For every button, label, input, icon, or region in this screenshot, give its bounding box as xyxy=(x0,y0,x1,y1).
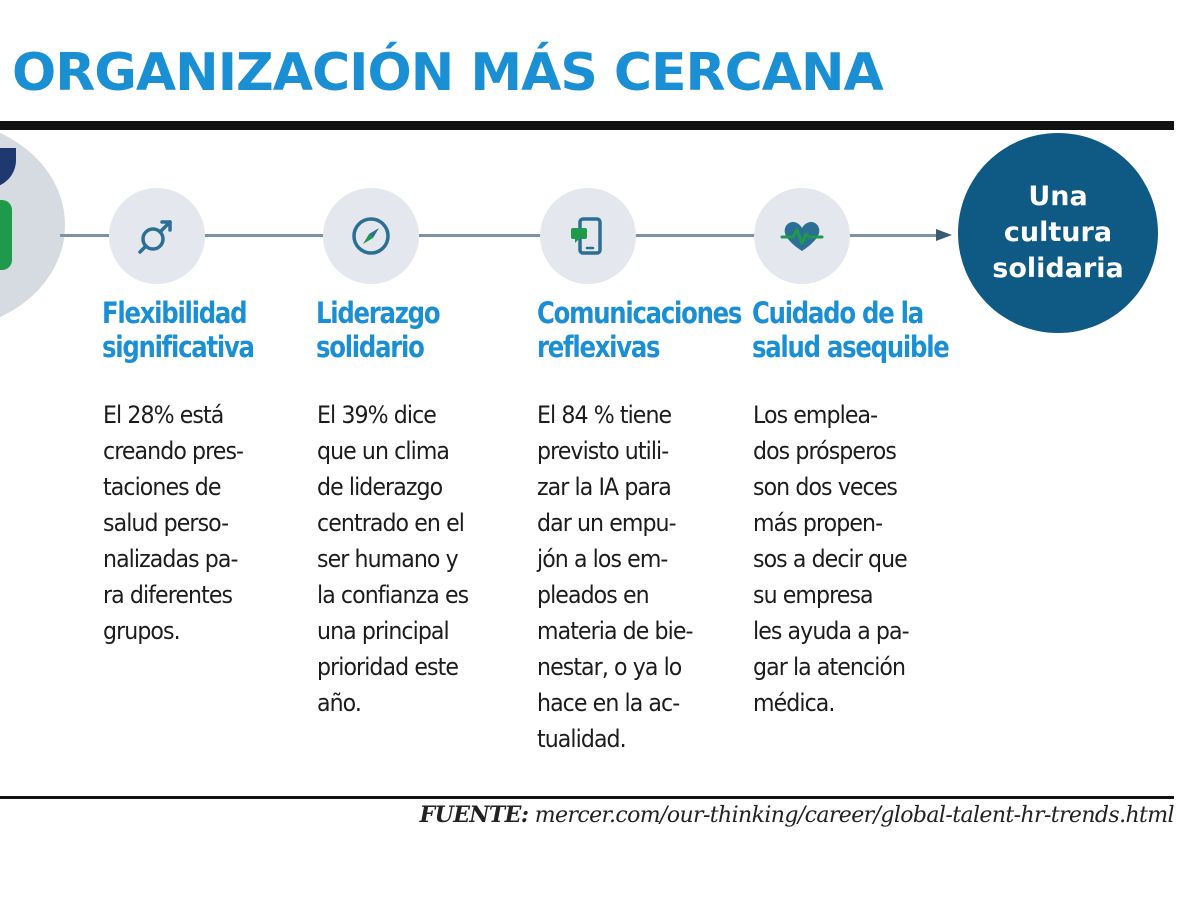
left-edge-decorative-accent xyxy=(0,200,12,270)
step-heading-liderazgo xyxy=(316,296,439,364)
heading-line: reflexivas xyxy=(537,330,660,364)
goal-label xyxy=(992,179,1123,287)
heading-line: Liderazgo xyxy=(316,296,440,330)
text-line: Los emplea- xyxy=(753,401,878,429)
flow-arrow-icon xyxy=(936,229,952,241)
source-note xyxy=(420,800,1174,831)
text-line: taciones de xyxy=(103,473,221,501)
text-line: dar un empu- xyxy=(537,509,676,537)
step-heading-cuidado xyxy=(752,296,949,364)
heading-line: significativa xyxy=(102,330,254,364)
source-url: mercer.com/our-thinking/career/global-talent-hr-trends.html xyxy=(534,803,1174,828)
goal-line: solidaria xyxy=(992,253,1124,284)
text-line: El 84 % tiene xyxy=(537,401,672,429)
text-line: grupos. xyxy=(103,617,180,645)
text-line: ser humano y xyxy=(317,545,458,573)
heading-line: Cuidado de la xyxy=(752,296,923,330)
heading-line: solidario xyxy=(316,330,424,364)
gender-symbol-icon xyxy=(109,188,205,284)
text-line: nalizadas pa- xyxy=(103,545,238,573)
page-title: ORGANIZACIÓN MÁS CERCANA xyxy=(12,43,883,103)
text-line: su empresa xyxy=(753,581,873,609)
step-heading-flexibilidad xyxy=(102,296,254,364)
step-heading-comunicaciones xyxy=(537,296,741,364)
top-divider xyxy=(0,121,1174,130)
step-text-comunicaciones xyxy=(537,397,693,757)
text-line: materia de bie- xyxy=(537,617,693,645)
text-line: que un clima xyxy=(317,437,450,465)
text-line: la confianza es xyxy=(317,581,469,609)
heading-line: Flexibilidad xyxy=(102,296,247,330)
text-line: creando pres- xyxy=(103,437,244,465)
text-line: más propen- xyxy=(753,509,883,537)
text-line: gar la atención xyxy=(753,653,906,681)
heading-line: Comunicaciones xyxy=(537,296,742,330)
text-line: nestar, o ya lo xyxy=(537,653,682,681)
text-line: hace en la ac- xyxy=(537,689,680,717)
phone-chat-icon xyxy=(540,188,636,284)
text-line: sos a decir que xyxy=(753,545,907,573)
step-text-liderazgo xyxy=(317,397,468,721)
text-line: les ayuda a pa- xyxy=(753,617,909,645)
text-line: año. xyxy=(317,689,361,717)
text-line: médica. xyxy=(753,689,835,717)
text-line: dos prósperos xyxy=(753,437,896,465)
step-text-cuidado xyxy=(753,397,909,721)
goal-circle xyxy=(958,133,1158,333)
bottom-divider xyxy=(0,796,1174,799)
heart-pulse-icon xyxy=(754,188,850,284)
text-line: zar la IA para xyxy=(537,473,671,501)
goal-line: cultura xyxy=(1003,217,1113,248)
text-line: tualidad. xyxy=(537,725,626,753)
text-line: una principal xyxy=(317,617,449,645)
text-line: centrado en el xyxy=(317,509,464,537)
compass-icon xyxy=(323,188,419,284)
source-label: FUENTE: xyxy=(419,802,529,828)
text-line: pleados en xyxy=(537,581,649,609)
heading-line: salud asequible xyxy=(752,330,949,364)
goal-line: Una xyxy=(1028,181,1088,212)
text-line: salud perso- xyxy=(103,509,229,537)
text-line: jón a los em- xyxy=(537,545,668,573)
text-line: de liderazgo xyxy=(317,473,443,501)
text-line: son dos veces xyxy=(753,473,897,501)
step-text-flexibilidad xyxy=(103,397,243,649)
text-line: ra diferentes xyxy=(103,581,233,609)
text-line: previsto utili- xyxy=(537,437,669,465)
text-line: El 28% está xyxy=(103,401,224,429)
text-line: El 39% dice xyxy=(317,401,436,429)
text-line: prioridad este xyxy=(317,653,458,681)
